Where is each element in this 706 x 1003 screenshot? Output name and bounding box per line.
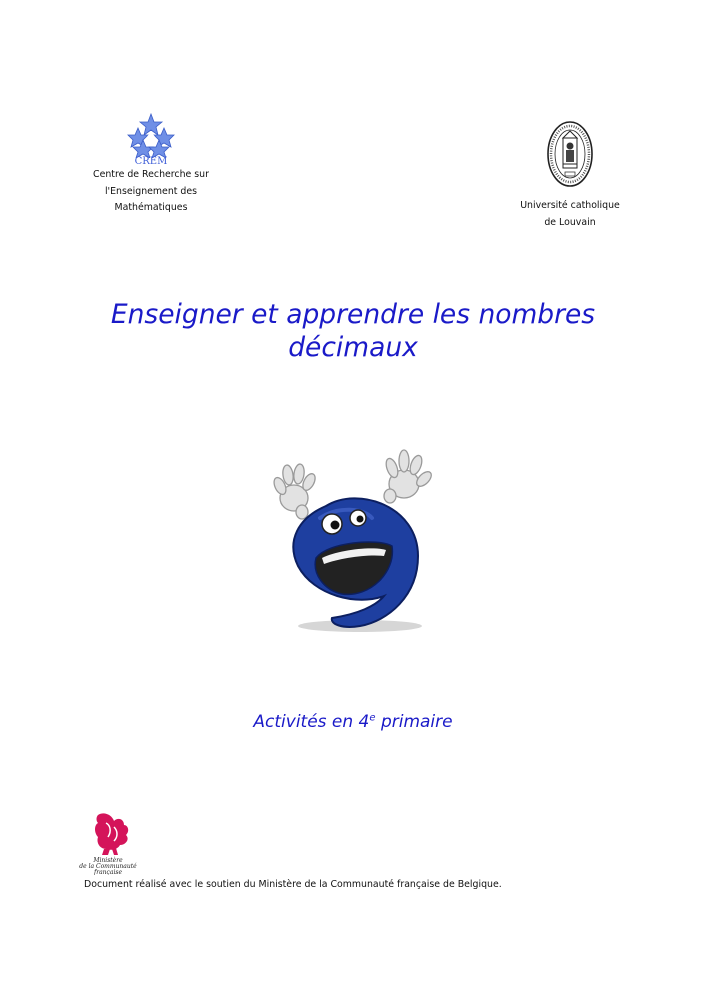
ucl-name-line-1: Université catholique (520, 200, 620, 211)
crem-affiliation-line-3: Mathématiques (114, 202, 188, 213)
subtitle-superscript: e (369, 712, 376, 724)
subtitle-prefix: Activités en 4 (253, 712, 370, 732)
comma-mascot-illustration (268, 446, 440, 636)
ministry-logo-line-1: Ministère (93, 857, 123, 864)
right-hand-icon (384, 450, 434, 503)
left-hand-icon (272, 463, 318, 519)
title-line-1: Enseigner et apprendre les nombres (110, 299, 596, 330)
crem-affiliation-line-1: Centre de Recherche sur (93, 169, 209, 180)
crem-affiliation-line-2: l'Enseignement des (104, 185, 198, 197)
ministry-logo-line-2: de la Communauté (79, 863, 137, 870)
ministry-rooster-logo (78, 811, 142, 875)
support-note: Document réalisé avec le soutien du Ministère de la Communauté française de Belgique. (84, 879, 502, 890)
title-line-2: décimaux (288, 332, 418, 363)
ucl-header (500, 120, 640, 231)
ministry-logo-line-3: française (93, 869, 123, 875)
document-subtitle (60, 712, 646, 732)
ucl-name-line-2: de Louvain (544, 216, 596, 228)
crem-header (70, 112, 232, 217)
document-title (60, 298, 646, 364)
crem-logo-text: CREM (134, 156, 168, 167)
ucl-seal-logo (546, 120, 594, 188)
subtitle-suffix: primaire (375, 712, 453, 732)
crem-star-logo (127, 112, 175, 158)
